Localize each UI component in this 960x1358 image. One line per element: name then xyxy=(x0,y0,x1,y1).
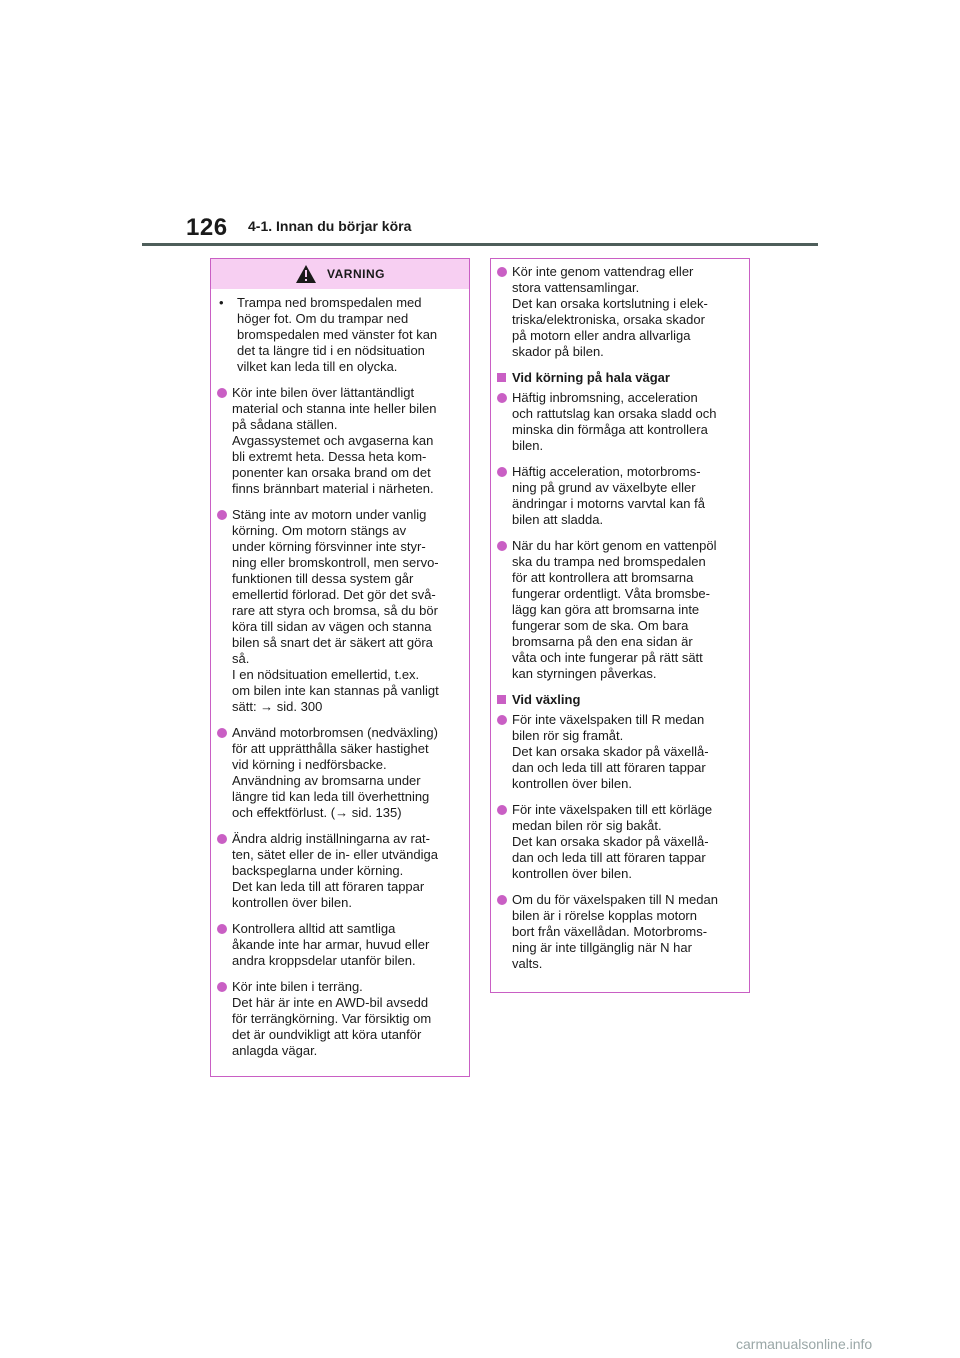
square-bullet-icon xyxy=(497,695,506,704)
marker xyxy=(497,802,512,882)
warning-header xyxy=(211,259,469,289)
warning-box xyxy=(210,258,470,1077)
item-text: Vid växling xyxy=(512,692,581,707)
list-item xyxy=(217,979,463,1059)
list-item xyxy=(217,507,463,715)
marker xyxy=(217,979,232,1059)
list-item xyxy=(497,538,743,682)
list-item xyxy=(497,264,743,360)
dot-bullet-icon xyxy=(497,805,507,815)
item-text: För inte växelspaken till R medan bilen rör sig framåt. Det kan orsaka skador på växellå- dan och leda till att föraren tappar kontrollen över bilen. xyxy=(512,712,709,791)
list-item xyxy=(497,802,743,882)
warning-content-continued xyxy=(491,259,749,972)
dot-bullet-icon xyxy=(217,510,227,520)
header-rule xyxy=(142,243,818,246)
marker xyxy=(497,712,512,792)
list-item xyxy=(497,892,743,972)
marker xyxy=(497,692,512,708)
warning-box-continued xyxy=(490,258,750,993)
section-title: 4-1. Innan du börjar köra xyxy=(248,218,412,234)
marker xyxy=(497,538,512,682)
subheading xyxy=(497,370,743,386)
dot-bullet-icon xyxy=(497,715,507,725)
subheading xyxy=(497,692,743,708)
item-text: Häftig acceleration, motorbroms- ning på grund av växelbyte eller ändringar i motorns varvtal kan få bilen att sladda. xyxy=(512,464,705,527)
marker xyxy=(497,464,512,528)
list-item xyxy=(217,295,463,375)
list-item xyxy=(217,831,463,911)
warning-title: VARNING xyxy=(327,267,385,281)
marker xyxy=(497,390,512,454)
item-text: Använd motorbromsen (nedväxling) för att upprätthålla säker hastighet vid körning i nedförsbacke. Användning av bromsarna under längre tid kan leda till överhettning och effektförlust. (→ sid. 135) xyxy=(232,725,438,820)
item-text: Om du för växelspaken till N medan bilen är i rörelse kopplas motorn bort från växellådan. Motorbroms- ning är inte tillgänglig när N har valts. xyxy=(512,892,718,971)
warning-triangle-icon xyxy=(295,264,317,284)
item-text: Vid körning på hala vägar xyxy=(512,370,670,385)
item-text: När du har kört genom en vattenpöl ska du trampa ned bromspedalen för att kontrollera att bromsarna fungerar ordentligt. Våta bromsbe- lägg kan göra att bromsarna inte fungerar som de ska. Om bara bromsarna på den ena sidan är våta och inte fungerar på rätt sätt kan styrningen påverkas. xyxy=(512,538,717,681)
item-text: Stäng inte av motorn under vanlig körning. Om motorn stängs av under körning försvinner inte styr- ning eller bromskontroll, men servo- funktionen till dessa system går emellertid förlorad. Det gör det svå- rare att styra och bromsa, så du bör köra till sidan av vägen och stanna bilen så snart det är säkert att göra så. I en nödsituation emellertid, t.ex. om bilen inte kan stannas på vanligt sätt: → sid. 300 xyxy=(232,507,439,714)
item-text: Trampa ned bromspedalen med höger fot. Om du trampar ned bromspedalen med vänster fot kan det ta längre tid i en nödsituation vilket kan leda till en olycka. xyxy=(237,295,438,374)
list-item xyxy=(497,464,743,528)
list-item xyxy=(217,385,463,497)
marker xyxy=(217,725,232,821)
dot-bullet-icon xyxy=(217,924,227,934)
dot-bullet-icon xyxy=(497,467,507,477)
dot-bullet-icon xyxy=(217,728,227,738)
dot-bullet-icon xyxy=(497,267,507,277)
item-text: Häftig inbromsning, acceleration och rattutslag kan orsaka sladd och minska din förmåga att kontrollera bilen. xyxy=(512,390,717,453)
square-bullet-icon xyxy=(497,373,506,382)
dot-bullet-icon xyxy=(217,982,227,992)
dot-bullet-icon xyxy=(497,393,507,403)
marker xyxy=(217,921,232,969)
dot-bullet-icon xyxy=(217,388,227,398)
list-item xyxy=(497,712,743,792)
item-text: Kör inte bilen i terräng. Det här är inte en AWD-bil avsedd för terrängkörning. Var försiktig om det är oundvikligt att köra utanför anlagda vägar. xyxy=(232,979,432,1058)
item-text: Kör inte bilen över lättantändligt material och stanna inte heller bilen på sådana ställen. Avgassystemet och avgaserna kan bli extremt heta. Dessa heta kom- ponenter kan orsaka brand om det finns brännbart material i närheten. xyxy=(232,385,437,496)
warning-content xyxy=(211,289,469,1059)
marker xyxy=(497,892,512,972)
item-text: Kontrollera alltid att samtliga åkande inte har armar, huvud eller andra kroppsdelar utanför bilen. xyxy=(232,921,430,968)
footer-watermark: carmanualsonline.info xyxy=(736,1336,873,1352)
list-item xyxy=(217,725,463,821)
page-number: 126 xyxy=(186,214,228,241)
marker xyxy=(217,385,232,497)
list-item xyxy=(217,921,463,969)
marker xyxy=(497,370,512,386)
item-text: Ändra aldrig inställningarna av rat- ten, sätet eller de in- eller utvändiga backspeglarna under körning. Det kan leda till att föraren tappar kontrollen över bilen. xyxy=(232,831,438,910)
item-text: Kör inte genom vattendrag eller stora vattensamlingar. Det kan orsaka kortslutning i elek- triska/elektroniska, orsaka skador på motorn eller andra allvarliga skador på bilen. xyxy=(512,264,708,359)
dot-bullet-icon xyxy=(497,895,507,905)
marker xyxy=(217,507,232,715)
dot-bullet-icon xyxy=(497,541,507,551)
dot-bullet-icon xyxy=(217,834,227,844)
bullet-icon: • xyxy=(219,295,224,310)
marker xyxy=(497,264,512,360)
item-text: För inte växelspaken till ett körläge medan bilen rör sig bakåt. Det kan orsaka skador på växellå- dan och leda till att föraren tappar kontrollen över bilen. xyxy=(512,802,713,881)
list-item xyxy=(497,390,743,454)
marker xyxy=(217,831,232,911)
